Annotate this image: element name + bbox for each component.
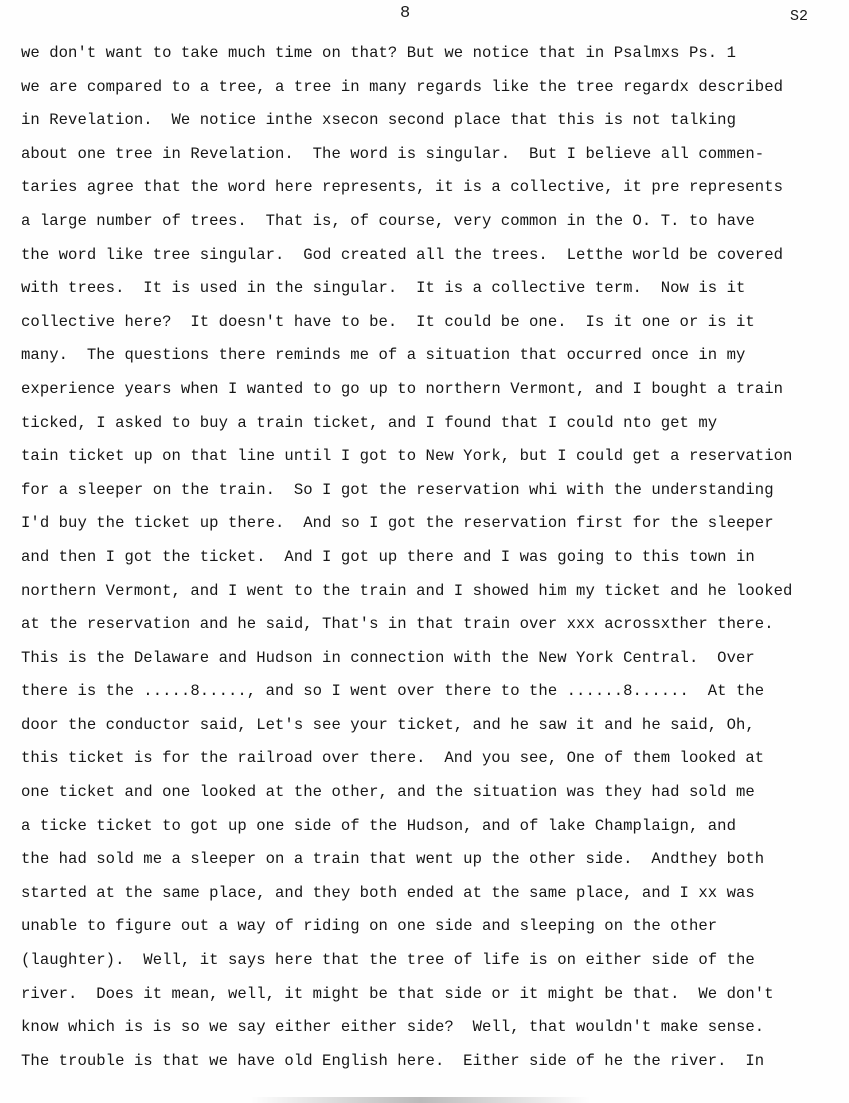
text-line: ticked, I asked to buy a train ticket, and I found that I could nto get my	[21, 413, 718, 432]
transcript-body	[21, 37, 849, 1078]
text-line: and then I got the ticket. And I got up there and I was going to this town in	[21, 547, 755, 566]
text-line: a large number of trees. That is, of course, very common in the O. T. to have	[21, 211, 755, 230]
text-line: for a sleeper on the train. So I got the reservation whi with the understanding	[21, 480, 774, 499]
text-line: (laughter). Well, it says here that the tree of life is on either side of the	[21, 951, 755, 970]
text-line: I'd buy the ticket up there. And so I got the reservation first for the sleeper	[21, 514, 774, 533]
text-line: This is the Delaware and Hudson in connection with the New York Central. Over	[21, 648, 755, 667]
text-line: one ticket and one looked at the other, and the situation was they had sold me	[21, 783, 755, 802]
text-line: many. The questions there reminds me of a situation that occurred once in my	[21, 346, 746, 365]
text-line: we are compared to a tree, a tree in many regards like the tree regardx described	[21, 77, 784, 96]
text-line: at the reservation and he said, That's in that train over xxx acrossxther there.	[21, 615, 774, 634]
text-line: started at the same place, and they both ended at the same place, and I xx was	[21, 883, 755, 902]
text-line: about one tree in Revelation. The word is singular. But I believe all commen-	[21, 144, 765, 163]
text-line: the had sold me a sleeper on a train that went up the other side. Andthey both	[21, 850, 765, 869]
page-code: S2	[790, 8, 809, 25]
text-line: in Revelation. We notice inthe xsecon second place that this is not talking	[21, 111, 736, 130]
text-line: with trees. It is used in the singular. It is a collective term. Now is it	[21, 279, 746, 298]
text-line: The trouble is that we have old English here. Either side of he the river. In	[21, 1051, 765, 1070]
scan-smudge	[250, 1097, 590, 1103]
text-line: there is the .....8....., and so I went over there to the ......8...... At the	[21, 682, 765, 701]
text-line: collective here? It doesn't have to be. It could be one. Is it one or is it	[21, 312, 755, 331]
text-line: taries agree that the word here represents, it is a collective, it pre represents	[21, 178, 784, 197]
text-line: experience years when I wanted to go up to northern Vermont, and I bought a train	[21, 379, 784, 398]
text-line: know which is is so we say either either side? Well, that wouldn't make sense.	[21, 1018, 765, 1037]
text-line: door the conductor said, Let's see your ticket, and he saw it and he said, Oh,	[21, 715, 755, 734]
text-line: a ticke ticket to got up one side of the Hudson, and of lake Champlaign, and	[21, 816, 736, 835]
text-line: river. Does it mean, well, it might be that side or it might be that. We don't	[21, 984, 774, 1003]
text-line: tain ticket up on that line until I got to New York, but I could get a reservation	[21, 447, 793, 466]
text-line: northern Vermont, and I went to the train and I showed him my ticket and he looked	[21, 581, 793, 600]
text-line: the word like tree singular. God created all the trees. Letthe world be covered	[21, 245, 784, 264]
text-line: this ticket is for the railroad over there. And you see, One of them looked at	[21, 749, 765, 768]
text-line: we don't want to take much time on that? But we notice that in Psalmxs Ps. 1	[21, 44, 736, 62]
page-number: 8	[400, 4, 411, 23]
text-line: unable to figure out a way of riding on one side and sleeping on the other	[21, 917, 718, 936]
